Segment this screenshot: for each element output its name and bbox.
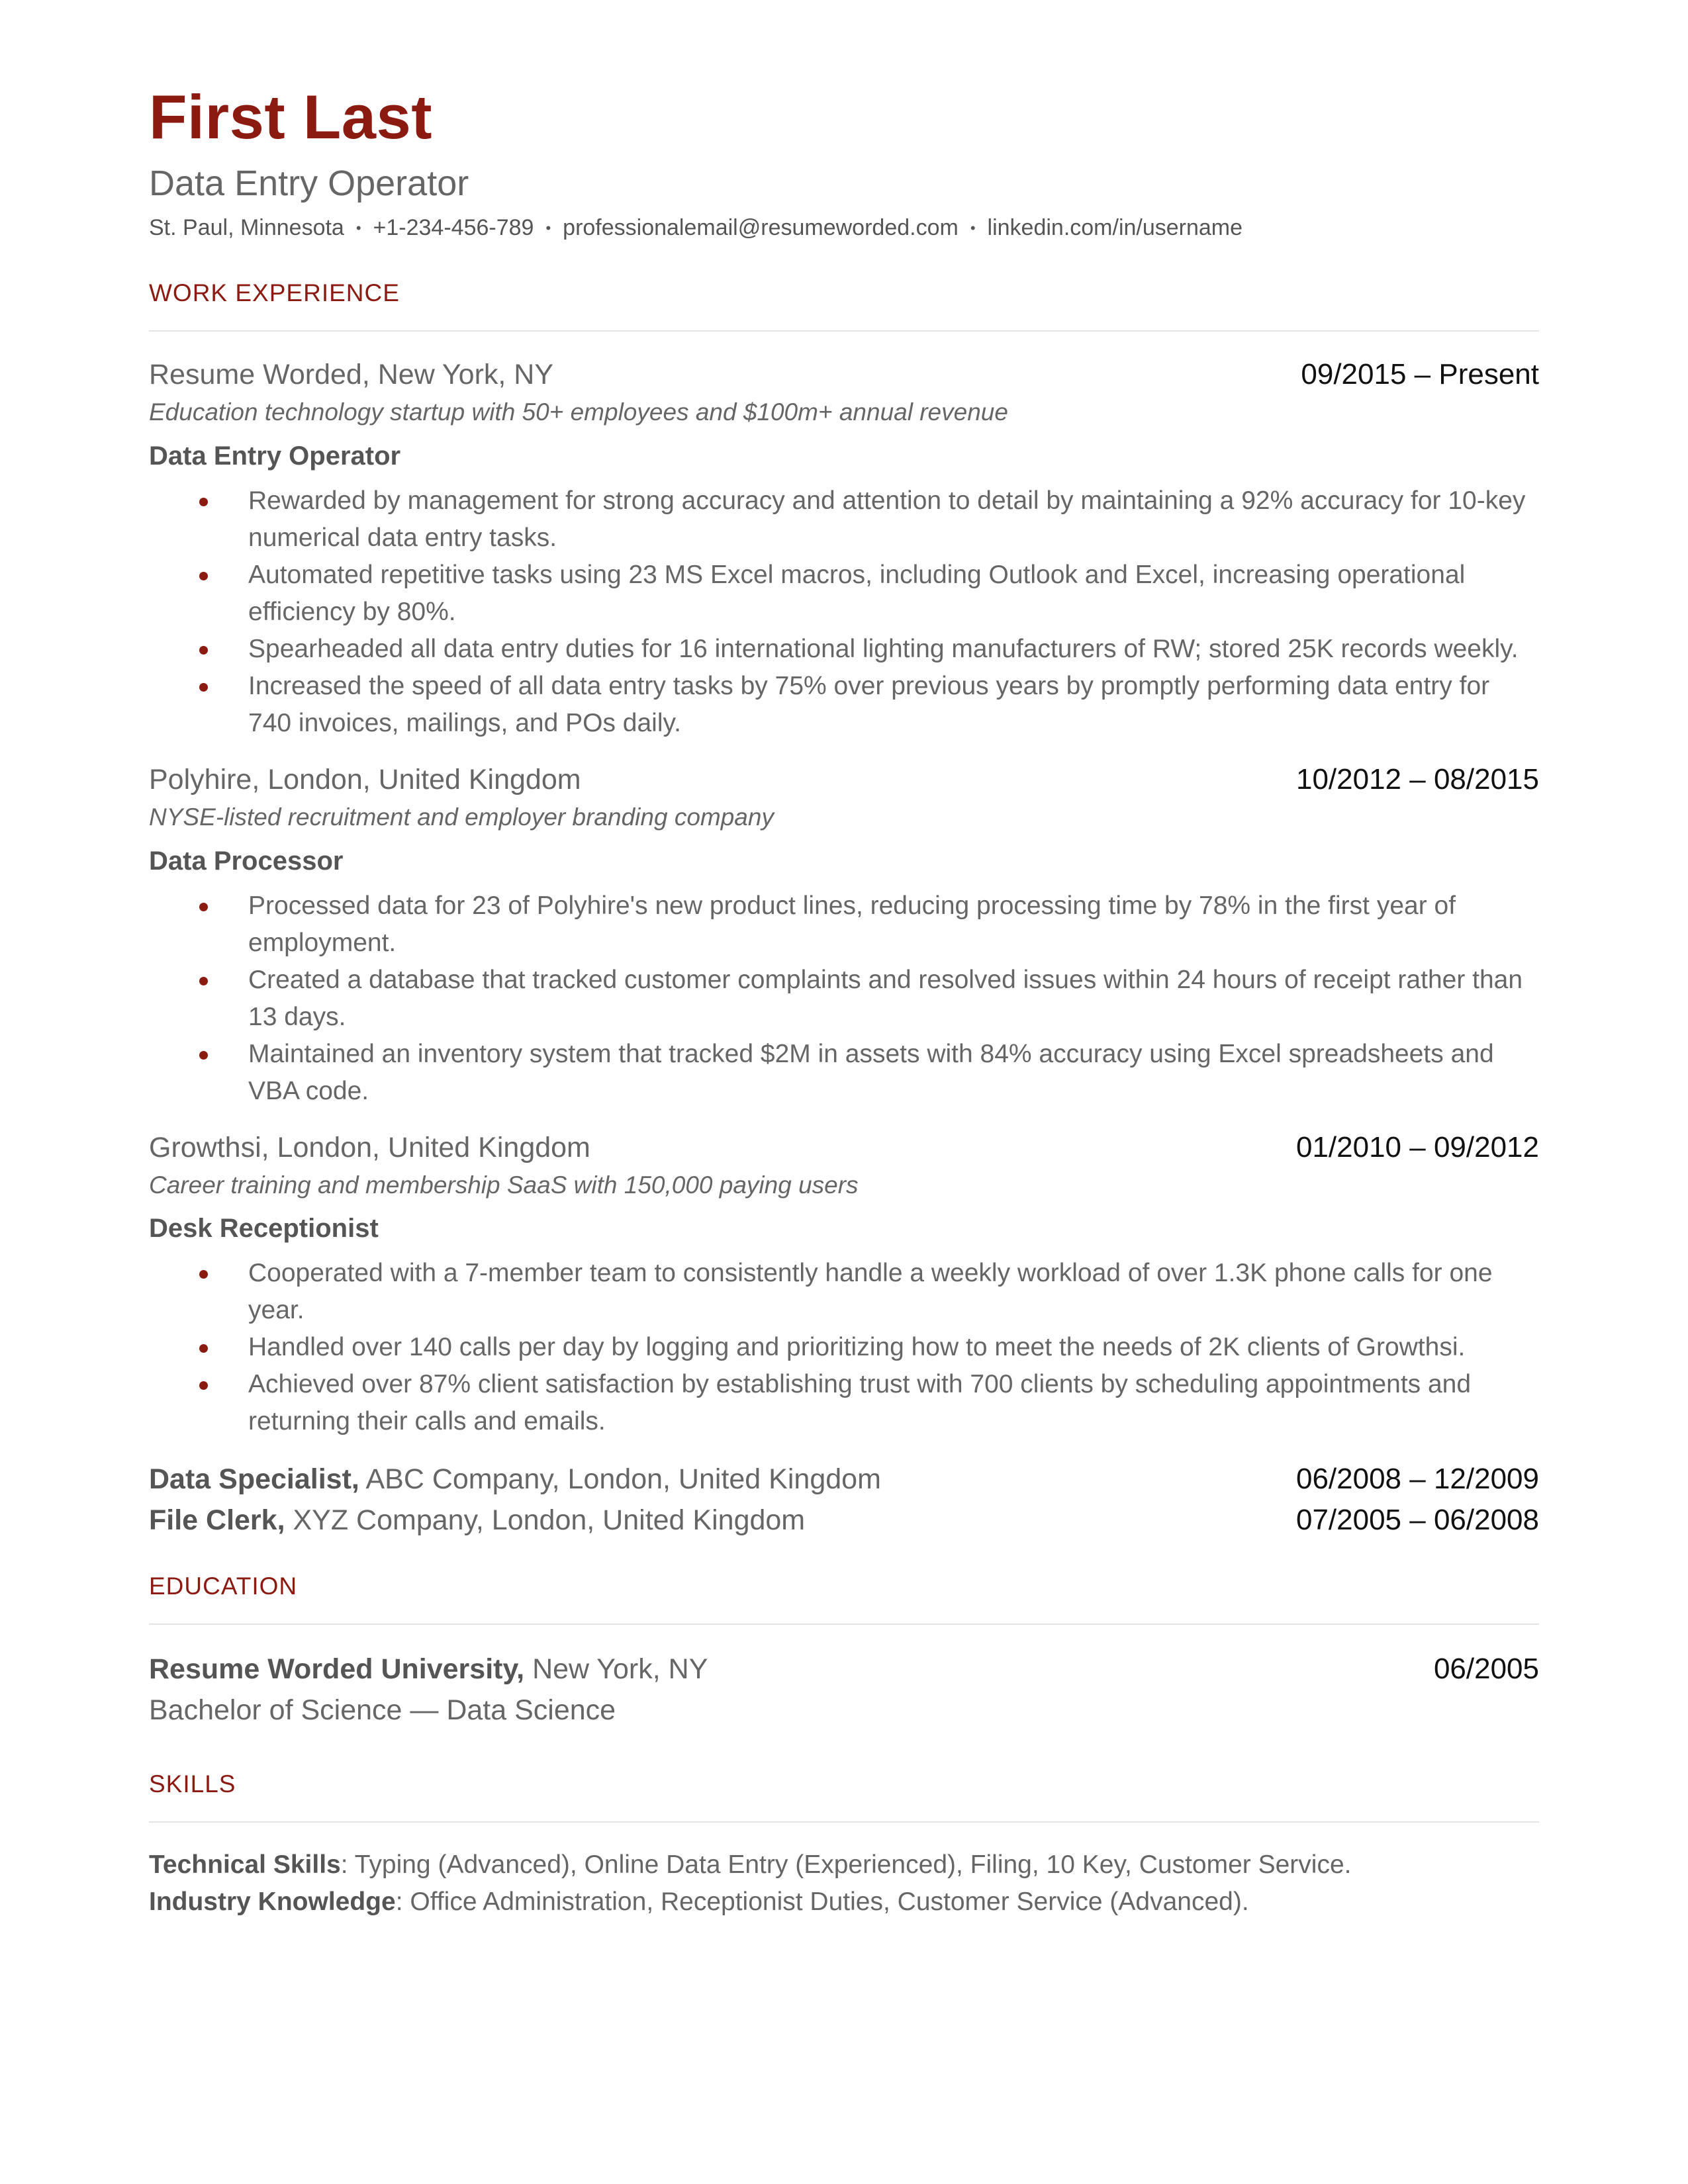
contact-location: St. Paul, Minnesota: [149, 215, 344, 241]
job-bullet: [149, 631, 1539, 668]
skills-label: Industry Knowledge: [149, 1888, 396, 1917]
job-bullet: [149, 1255, 1539, 1329]
job-company: Resume Worded, New York, NY: [149, 359, 554, 391]
job-role: Data Entry Operator: [149, 441, 401, 471]
job-bullet-text: Created a database that tracked customer complaints and resolved issues within 24 hours of receipt rather than 13 days.: [248, 965, 1523, 1031]
bullet-dot-icon: [199, 646, 208, 655]
education-date: 06/2005: [1433, 1653, 1539, 1686]
education-section: [149, 1574, 1539, 1731]
job-company: Polyhire, London, United Kingdom: [149, 764, 581, 796]
education-header: [149, 1649, 1539, 1690]
skills-section: [149, 1772, 1539, 1921]
bullet-dot-icon: [199, 977, 208, 985]
job-bullet-text: Rewarded by management for strong accuracy and attention to detail by maintaining a 92% accuracy for 10-key numerical data entry tasks.: [248, 486, 1526, 553]
bullet-dot-icon: [199, 572, 208, 580]
job-bullet-text: Handled over 140 calls per day by logging and prioritizing how to meet the needs of 2K clients of Growthsi.: [248, 1333, 1466, 1362]
job-bullet: [149, 1036, 1539, 1110]
contact-email: professionalemail@resumeworded.com: [563, 215, 959, 241]
earlier-position-company: ABC Company, London, United Kingdom: [365, 1463, 881, 1496]
earlier-position-dates: 06/2008 – 12/2009: [1295, 1463, 1539, 1496]
job-bullet: [149, 1329, 1539, 1366]
skills-value: : Typing (Advanced), Online Data Entry (Experienced), Filing, 10 Key, Customer Service.: [340, 1850, 1352, 1880]
job-bullet: [149, 482, 1539, 557]
education-degree: Bachelor of Science — Data Science: [149, 1694, 616, 1727]
bullet-dot-icon: [199, 1381, 208, 1390]
education-heading: EDUCATION: [149, 1572, 298, 1600]
contact-separator: •: [970, 219, 976, 236]
contact-separator: •: [355, 219, 361, 236]
work-experience-section: [149, 281, 1539, 1541]
bullet-dot-icon: [199, 903, 208, 911]
job-entry: [149, 760, 1539, 1110]
job-company-description: Education technology startup with 50+ employees and $100m+ annual revenue: [149, 398, 1008, 426]
job-dates: 09/2015 – Present: [1301, 358, 1539, 391]
education-location: New York, NY: [532, 1653, 708, 1686]
job-bullet-text: Increased the speed of all data entry tasks by 75% over previous years by promptly performing data entry for 740 invoices, mailings, and POs daily.: [248, 672, 1490, 738]
job-header: [149, 355, 1539, 394]
contact-phone: +1-234-456-789: [373, 215, 534, 241]
job-bullet: [149, 557, 1539, 631]
job-bullet-text: Automated repetitive tasks using 23 MS Excel macros, including Outlook and Excel, increasing operational efficiency by 80%.: [248, 561, 1466, 627]
job-bullets: [149, 1255, 1539, 1440]
education-entry: [149, 1649, 1539, 1731]
skills-label: Technical Skills: [149, 1850, 341, 1880]
section-divider: [149, 1623, 1539, 1625]
resume-page: [149, 82, 1539, 1921]
earlier-position-role: File Clerk,: [149, 1504, 285, 1537]
candidate-name: First Last: [149, 82, 433, 152]
job-header: [149, 760, 1539, 799]
job-bullet: [149, 887, 1539, 962]
job-role: Desk Receptionist: [149, 1214, 379, 1244]
skills-value: : Office Administration, Receptionist Duties, Customer Service (Advanced).: [395, 1888, 1249, 1917]
earlier-position: [149, 1500, 1539, 1541]
contact-line: [149, 215, 1539, 241]
job-bullet-text: Processed data for 23 of Polyhire's new product lines, reducing processing time by 78% in the first year of employment.: [248, 891, 1456, 957]
job-bullets: [149, 887, 1539, 1110]
education-school: Resume Worded University,: [149, 1653, 525, 1686]
job-company-description: NYSE-listed recruitment and employer branding company: [149, 803, 774, 831]
job-dates: 10/2012 – 08/2015: [1295, 763, 1539, 796]
skills-line: [149, 1846, 1539, 1884]
earlier-positions: [149, 1459, 1539, 1541]
skills-line: [149, 1884, 1539, 1921]
job-company: Growthsi, London, United Kingdom: [149, 1131, 590, 1163]
job-entry: [149, 1128, 1539, 1441]
earlier-position-role: Data Specialist,: [149, 1463, 359, 1496]
skills-list: [149, 1846, 1539, 1921]
job-bullet-text: Spearheaded all data entry duties for 16 international lighting manufacturers of RW; stored 25K records weekly.: [248, 635, 1519, 664]
job-bullet: [149, 1366, 1539, 1440]
bullet-dot-icon: [199, 1270, 208, 1279]
job-company-description: Career training and membership SaaS with 150,000 paying users: [149, 1171, 859, 1199]
job-role: Data Processor: [149, 846, 344, 876]
job-bullet-text: Cooperated with a 7-member team to consistently handle a weekly workload of over 1.3K phone calls for one year.: [248, 1259, 1493, 1325]
job-entry: [149, 355, 1539, 742]
job-bullets: [149, 482, 1539, 742]
section-divider: [149, 1821, 1539, 1823]
section-divider: [149, 330, 1539, 332]
bullet-dot-icon: [199, 498, 208, 506]
job-bullet: [149, 668, 1539, 742]
job-bullet-text: Maintained an inventory system that tracked $2M in assets with 84% accuracy using Excel spreadsheets and VBA code.: [248, 1039, 1494, 1105]
resume-header: [149, 82, 1539, 241]
bullet-dot-icon: [199, 1051, 208, 1060]
earlier-position-company: XYZ Company, London, United Kingdom: [293, 1504, 806, 1537]
contact-separator: •: [545, 219, 551, 236]
earlier-position: [149, 1459, 1539, 1500]
bullet-dot-icon: [199, 1344, 208, 1353]
job-bullet-text: Achieved over 87% client satisfaction by establishing trust with 700 clients by scheduling appointments and returning their calls and emails.: [248, 1370, 1472, 1436]
job-bullet: [149, 962, 1539, 1036]
work-experience-heading: WORK EXPERIENCE: [149, 279, 400, 307]
skills-heading: SKILLS: [149, 1770, 236, 1798]
job-dates: 01/2010 – 09/2012: [1295, 1130, 1539, 1163]
earlier-position-dates: 07/2005 – 06/2008: [1295, 1504, 1539, 1537]
job-header: [149, 1128, 1539, 1167]
contact-linkedin: linkedin.com/in/username: [987, 215, 1243, 241]
candidate-title: Data Entry Operator: [149, 163, 469, 203]
bullet-dot-icon: [199, 683, 208, 692]
